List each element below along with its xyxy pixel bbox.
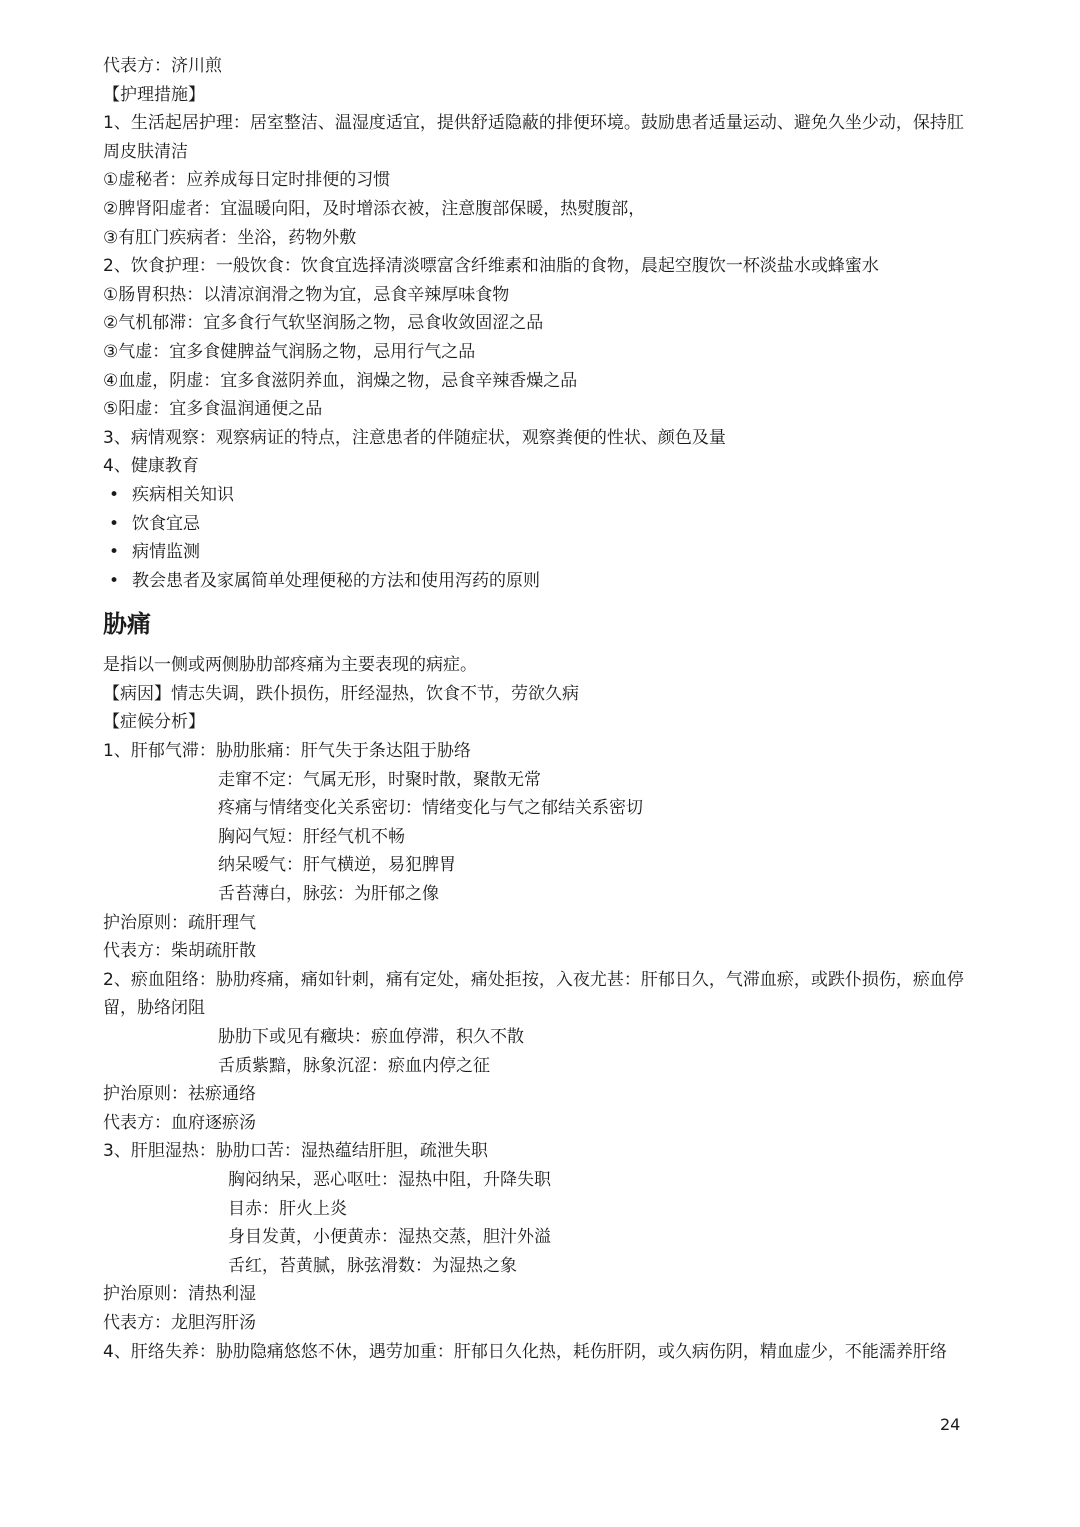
text-line: 是指以一侧或两侧胁肋部疼痛为主要表现的病症。 [103,655,477,676]
indented-line: 目赤：肝火上炎 [228,1198,347,1219]
indented-line: 纳呆嗳气：肝气横逆，易犯脾胃 [218,855,456,876]
text-line: ④血虚，阴虚：宜多食滋阴养血，润燥之物，忌食辛辣香燥之品 [103,370,578,391]
text-line: 4、肝络失养：胁肋隐痛悠悠不休，遇劳加重：肝郁日久化热，耗伤肝阴，或久病伤阴，精血虚少，不能濡养肝络 [103,1341,947,1362]
bullet-list [103,481,975,595]
bullet-item: • 疾病相关知识 [103,481,975,510]
indented-line: 胸闷气短：肝经气机不畅 [218,826,405,847]
text-line: ③气虚：宜多食健脾益气润肠之物，忌用行气之品 [103,341,476,362]
indented-line: 胁肋下或见有癥块：瘀血停滞，积久不散 [218,1027,524,1047]
text-line: 代表方：龙胆泻肝汤 [103,1312,256,1333]
section-heading: 胁痛 [103,610,151,639]
page-number: 24 [940,1415,961,1434]
bullet-item: • 病情监测 [103,538,975,567]
text-line: 护治原则：清热利湿 [103,1284,256,1305]
text-line: ⑤阳虚：宜多食温润通便之品 [103,399,323,420]
text-line: 代表方：血府逐瘀汤 [103,1112,256,1133]
text-line: 1、肝郁气滞：胁肋胀痛：肝气失于条达阻于胁络 [103,741,471,762]
text-line: ②脾肾阳虚者：宜温暖向阳，及时增添衣被，注意腹部保暖，热熨腹部， [103,198,646,219]
document-page [103,52,975,1366]
text-line: 代表方：柴胡疏肝散 [103,941,256,962]
text-line: 护治原则：祛瘀通络 [103,1084,256,1105]
text-line: 2、瘀血阻络：胁肋疼痛，痛如针刺，痛有定处，痛处拒按，入夜尤甚：肝郁日久，气滞血瘀，或跌仆损伤，瘀血停留，胁络闭阻 [103,969,964,1019]
text-line: ①虚秘者：应养成每日定时排便的习惯 [103,170,391,191]
text-line: 护治原则：疏肝理气 [103,912,256,933]
text-line: 3、肝胆湿热：胁肋口苦：湿热蕴结肝胆，疏泄失职 [103,1141,488,1162]
indented-line: 舌苔薄白，脉弦：为肝郁之像 [218,884,439,905]
section-label: 【护理措施】 [103,84,205,105]
text-line: 代表方：济川煎 [103,56,222,76]
text-line: ③有肛门疾病者：坐浴，药物外敷 [103,227,357,248]
text-line: 1、生活起居护理：居室整洁、温湿度适宜，提供舒适隐蔽的排便环境。鼓励患者适量运动、避免久坐少动，保持肛周皮肤清洁 [103,113,964,162]
indented-line: 疼痛与情绪变化关系密切：情绪变化与气之郁结关系密切 [218,798,643,819]
indented-line: 胸闷纳呆，恶心呕吐：湿热中阻，升降失职 [228,1169,551,1190]
text-line: 2、饮食护理：一般饮食：饮食宜选择清淡嘌富含纤维素和油脂的食物，晨起空腹饮一杯淡盐水或蜂蜜水 [103,256,879,277]
text-line: 4、健康教育 [103,456,199,477]
bullet-item: • 教会患者及家属简单处理便秘的方法和使用泻药的原则 [103,567,975,596]
text-line: ①肠胃积热：以清凉润滑之物为宜，忌食辛辣厚味食物 [103,284,510,305]
indented-line: 身目发黄，小便黄赤：湿热交蒸，胆汁外溢 [228,1227,551,1248]
text-line: 3、病情观察：观察病证的特点，注意患者的伴随症状，观察粪便的性状、颜色及量 [103,427,726,448]
text-line: ②气机郁滞：宜多食行气软坚润肠之物，忌食收敛固涩之品 [103,313,544,334]
indented-line: 舌质紫黯，脉象沉涩：瘀血内停之征 [218,1055,490,1076]
indented-line: 走窜不定：气属无形，时聚时散，聚散无常 [218,769,541,790]
bullet-item: • 饮食宜忌 [103,510,975,539]
section-label: 【症候分析】 [103,712,205,733]
indented-line: 舌红，苔黄腻，脉弦滑数：为湿热之象 [228,1255,517,1276]
text-line: 【病因】情志失调，跌仆损伤，肝经湿热，饮食不节，劳欲久病 [103,683,579,704]
